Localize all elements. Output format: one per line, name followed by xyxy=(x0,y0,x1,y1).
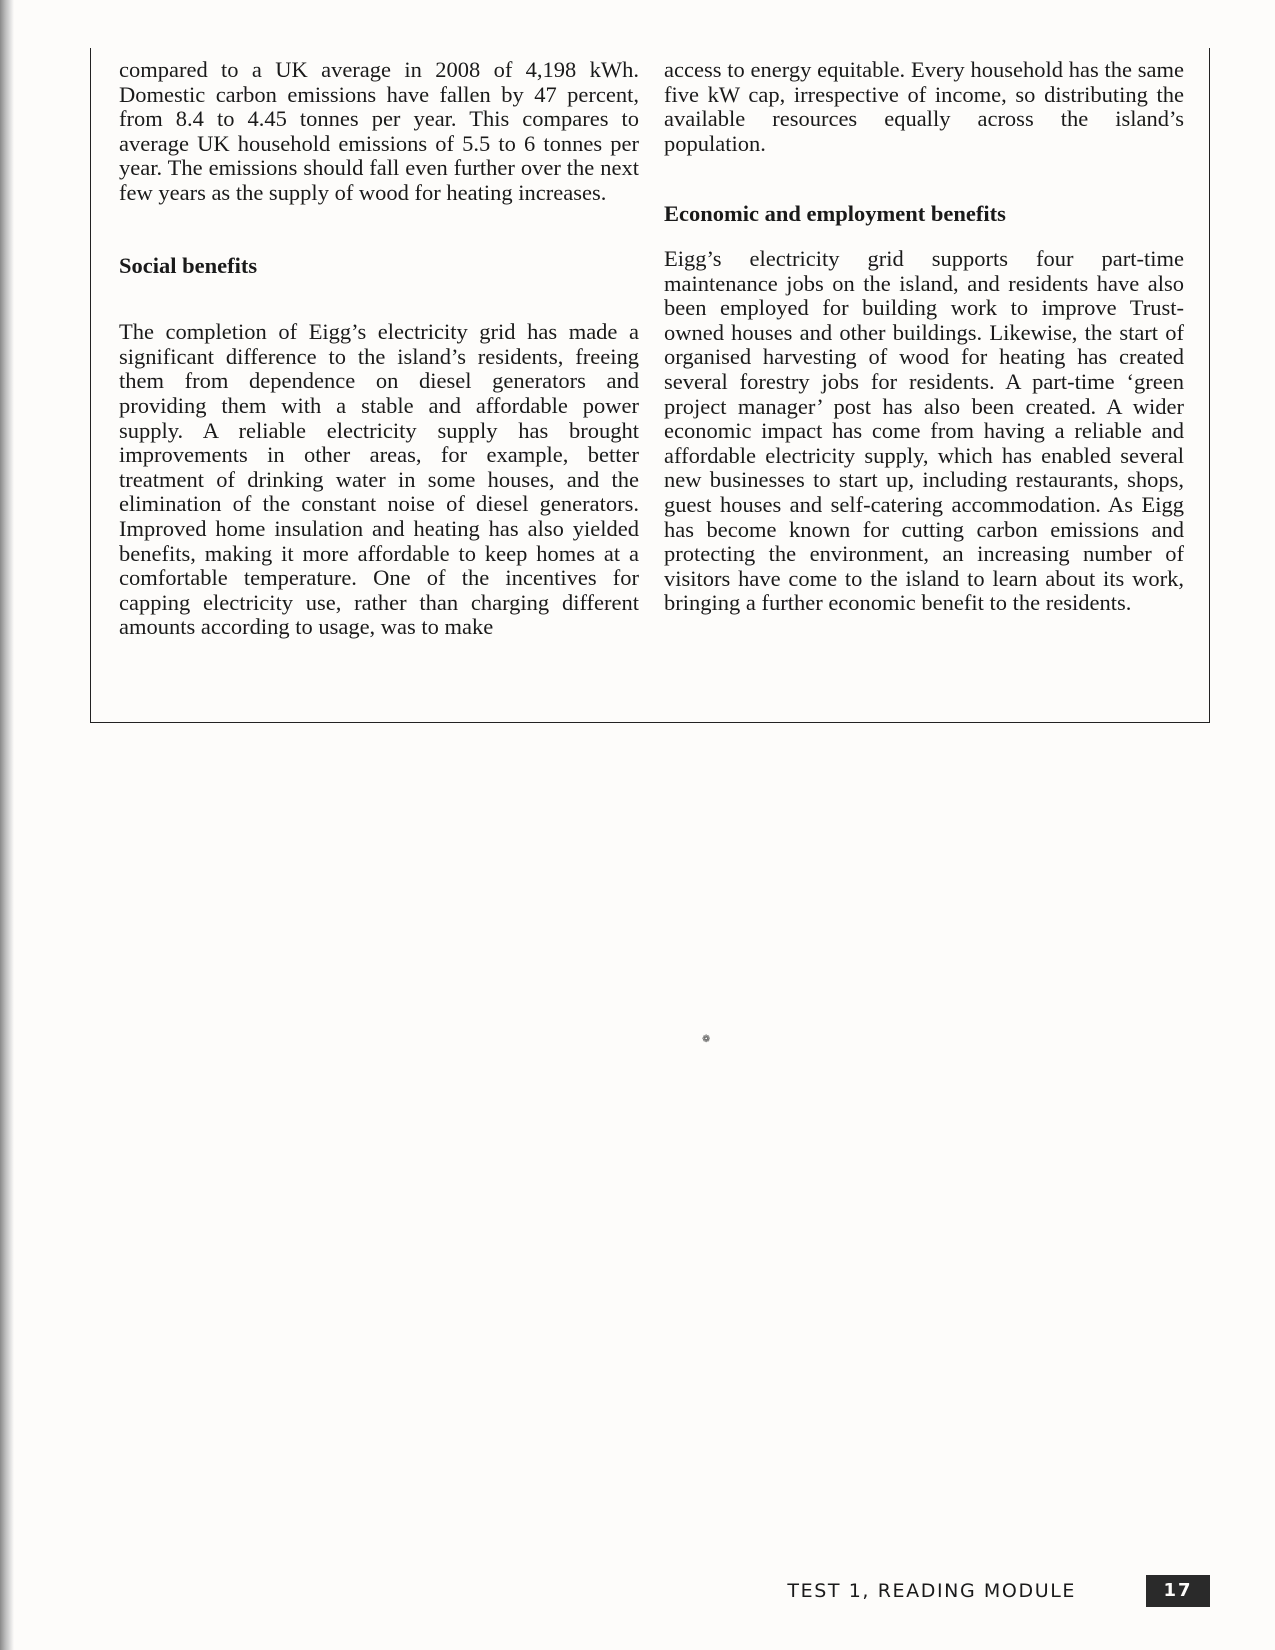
economic-benefits-heading: Economic and employment benefits xyxy=(664,201,1006,227)
page-number: 17 xyxy=(1146,1575,1210,1607)
economic-benefits-paragraph: Eigg’s electricity grid supports four part-time maintenance jobs on the island, and residents have also been employed for building work to improve Trust-owned houses and other buildings. Likewise, the start of organised harvesting of wood for heating has created several forestry jobs for residents. A part-time ‘green project manager’ post has also been created. A wider economic impact has come from having a reliable and affordable electricity supply, which has enabled several new businesses to start up, including restaurants, shops, guest houses and self-catering accommodation. As Eigg has become known for cutting carbon emissions and protecting the environment, an increasing number of visitors have come to the island to learn about its work, bringing a further economic benefit to the residents. xyxy=(664,245,1184,616)
emissions-paragraph: compared to a UK average in 2008 of 4,198 kWh. Domestic carbon emissions have fallen by 47 percent, from 8.4 to 4.45 tonnes per year. This compares to average UK household emissions of 5.5 to 6 tonnes per year. The emissions should fall even further over the next few years as the supply of wood for heating increases. xyxy=(119,57,639,205)
page-footer xyxy=(787,1575,1210,1607)
equitable-access-paragraph: access to energy equitable. Every household has the same five kW cap, irrespective of income, so distributing the available resources equally across the island’s population. xyxy=(664,57,1184,156)
scan-speck: ❁ xyxy=(702,1034,711,1045)
page-binding-edge xyxy=(0,0,14,1650)
social-benefits-heading: Social benefits xyxy=(119,252,258,278)
social-benefits-paragraph: The completion of Eigg’s electricity grid has made a significant difference to the island’s residents, freeing them from dependence on diesel generators and providing them with a stable and affordable power supply. A reliable electricity supply has brought improvements in other areas, for example, better treatment of drinking water in some houses, and the elimination of the constant noise of diesel generators. Improved home insulation and heating has also yielded benefits, making it more affordable to keep homes at a comfortable temperature. One of the incentives for capping electricity use, rather than charging different amounts according to usage, was to make xyxy=(119,319,639,640)
footer-label: TEST 1, READING MODULE xyxy=(787,1580,1076,1602)
reading-passage-box xyxy=(90,48,1210,723)
passage-left-column xyxy=(119,58,639,640)
passage-right-column xyxy=(664,58,1184,616)
